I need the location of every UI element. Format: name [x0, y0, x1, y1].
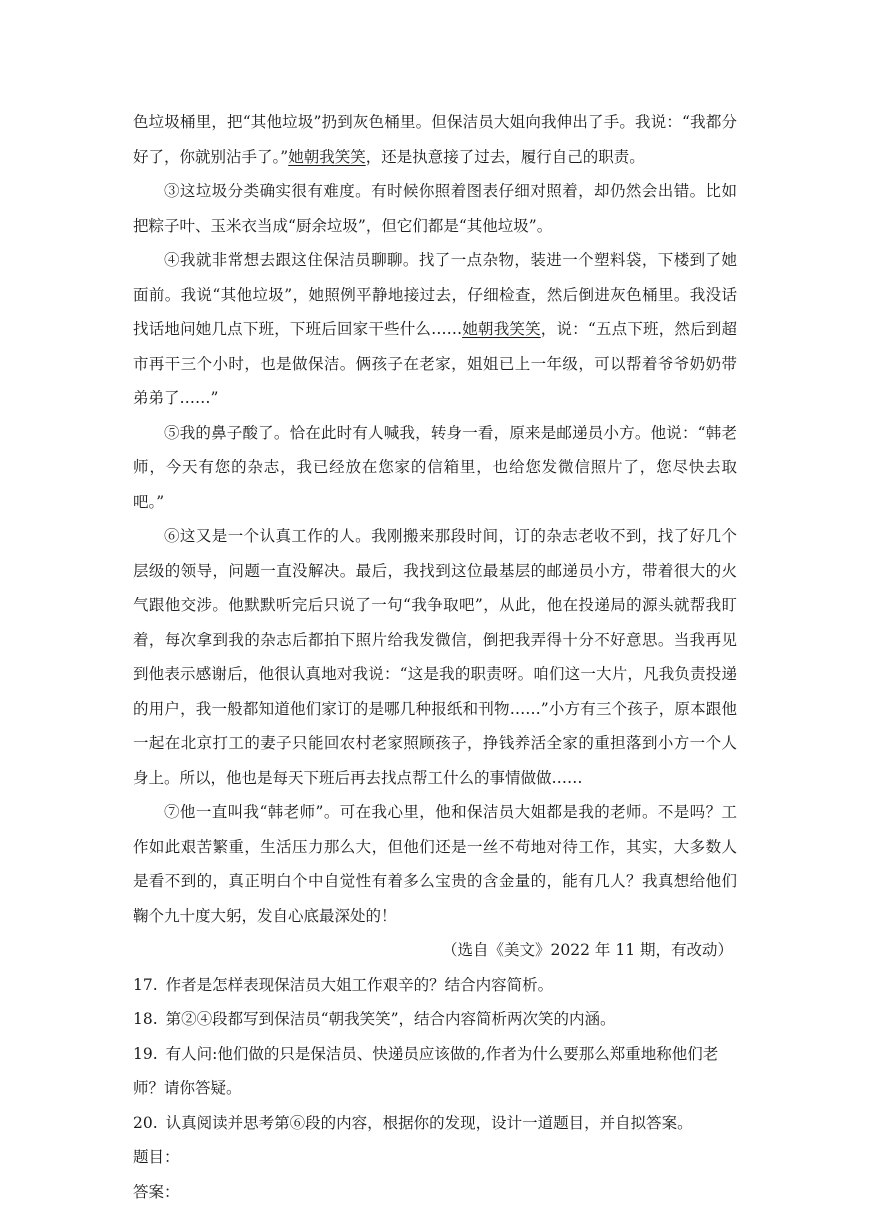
question-18: [133, 1002, 737, 1037]
article-body: [133, 105, 737, 1209]
paragraph-4: [133, 243, 737, 416]
topic-label: 题目：: [133, 1148, 180, 1166]
underlined-phrase: 她朝我笑笑: [462, 320, 541, 338]
source-citation: （选自《美文》2022 年 11 期，有改动）: [442, 941, 733, 959]
question-17: [133, 968, 737, 1003]
paragraph-2-continuation: [133, 105, 737, 174]
question-text: 作者是怎样表现保洁员大姐工作艰辛的？结合内容简析。: [165, 975, 554, 994]
question-number: 17.: [133, 975, 158, 994]
paragraph-3: ③这垃圾分类确实很有难度。有时候你照着图表仔细对照着，却仍然会出错。比如把粽子叶、玉米衣当成“厨余垃圾”，但它们都是“其他垃圾”。: [133, 182, 737, 235]
question-number: 19.: [133, 1044, 158, 1063]
paragraph-7: ⑦他一直叫我“韩老师”。可在我心里，他和保洁员大姐都是我的老师。不是吗？工作如此艰苦繁重，生活压力那么大，但他们还是一丝不苟地对待工作，其实，大多数人是看不到的，真正明白个中自觉性有着多么宝贵的含金量的，能有几人？我真想给他们鞠个九十度大躬，发自心底最深处的！: [133, 803, 737, 925]
underlined-phrase: 她朝我笑笑: [288, 147, 366, 166]
paragraph-5: ⑤我的鼻子酸了。恰在此时有人喊我，转身一看，原来是邮递员小方。他说：“韩老师，今天有您的杂志，我已经放在您家的信箱里，也给您发微信照片了，您尽快去取吧。”: [133, 423, 737, 511]
answer-label: 答案：: [133, 1182, 180, 1201]
paragraph-text: 色垃圾桶里，把“其他垃圾”扔到灰色桶里。但保洁员大姐向我伸出了手。我说：“我都分好了，你就别沾手了。”: [133, 113, 737, 166]
question-text: 有人问:他们做的只是保洁员、快递员应该做的,作者为什么要那么郑重地称他们老师？请你答疑。: [133, 1044, 719, 1097]
question-text: 第②④段都写到保洁员“朝我笑笑”，结合内容简析两次笑的内涵。: [165, 1010, 616, 1028]
question-number: 18.: [133, 1010, 158, 1028]
question-20: [133, 1106, 737, 1141]
paragraph-text: ，说：“五点下班，然后到超市再干三个小时，也是做保洁。俩孩子在老家，姐姐已上一年级，可以帮着爷爷奶奶带弟弟了……”: [133, 320, 737, 407]
paragraph-text: ④我就非常想去跟这住保洁员聊聊。找了一点杂物，装进一个塑料袋，下楼到了她面前。我说“其他垃圾”，她照例平静地接过去，仔细检查，然后倒进灰色桶里。我没话找话地问她几点下班，下班后回家干些什么……: [133, 251, 737, 338]
paragraph-6: ⑥这又是一个认真工作的人。我刚搬来那段时间，订的杂志老收不到，找了好几个层级的领导，问题一直没解决。最后，我找到这位最基层的邮递员小方，带着很大的火气跟他交涉。他默默听完后只说了一句“我争取吧”，从此，他在投递局的源头就帮我盯着，每次拿到我的杂志后都拍下照片给我发微信，倒把我弄得十分不好意思。当我再见到他表示感谢后，他很认真地对我说：“这是我的职责呀。咱们这一大片，凡我负责投递的用户，我一般都知道他们家订的是哪几种报纸和刊物……”小方有三个孩子，原本跟他一起在北京打工的妻子只能回农村老家照顾孩子，挣钱养活全家的重担落到小方一个人身上。所以，他也是每天下班后再去找点帮工什么的事情做做……: [133, 527, 737, 787]
paragraph-text: ，还是执意接了过去，履行自己的职责。: [365, 147, 645, 166]
question-number: 20.: [133, 1113, 158, 1132]
question-19: [133, 1037, 737, 1106]
question-text: 认真阅读并思考第⑥段的内容，根据你的发现，设计一道题目，并自拟答案。: [165, 1113, 693, 1132]
